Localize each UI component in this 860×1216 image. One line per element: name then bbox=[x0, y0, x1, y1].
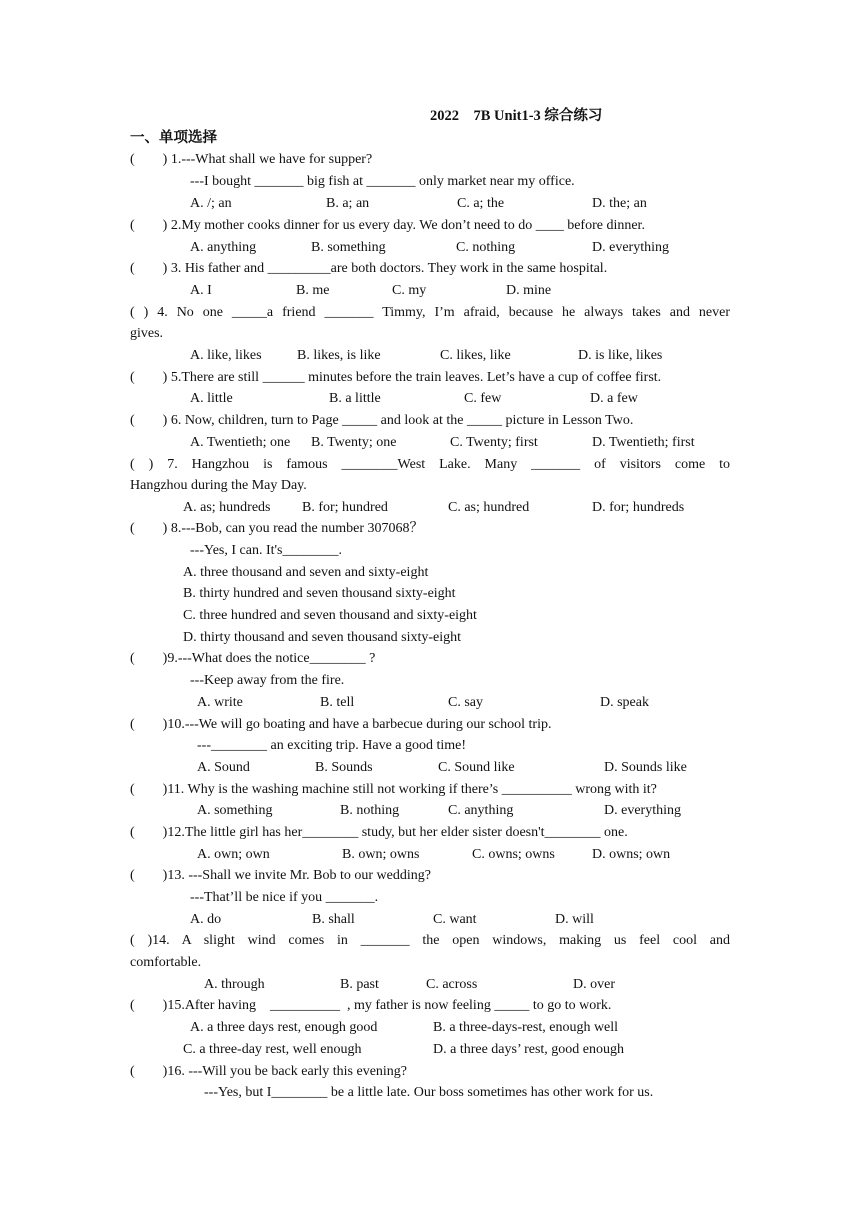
line-q7d: D. for; hundreds bbox=[592, 500, 685, 515]
line-q11: ( )11. Why is the washing machine still not working if there’s __________ wrong with it? bbox=[130, 782, 657, 797]
line-q7bo: B. for; hundred bbox=[302, 500, 388, 515]
line-q14: ( )14. A slight wind comes in _______ the open windows, making us feel cool and bbox=[130, 933, 730, 948]
line-q3b: B. me bbox=[296, 283, 330, 298]
line-q12c: C. owns; owns bbox=[472, 847, 555, 862]
line-q2a: A. anything bbox=[190, 240, 257, 255]
line-q15c: C. a three-day rest, well enough bbox=[183, 1042, 362, 1057]
line-q14d: D. over bbox=[573, 977, 615, 992]
line-q6b: B. Twenty; one bbox=[311, 435, 397, 450]
line-q1: ( ) 1.---What shall we have for supper? bbox=[130, 152, 373, 167]
line-q8b: ---Yes, I can. It's________. bbox=[190, 543, 342, 558]
line-q9b: ---Keep away from the fire. bbox=[190, 673, 345, 688]
line-q4b: gives. bbox=[130, 326, 164, 341]
line-q13b: ---That’ll be nice if you _______. bbox=[190, 890, 379, 905]
line-q7c: C. as; hundred bbox=[448, 500, 530, 515]
line-q6: ( ) 6. Now, children, turn to Page _____ and look at the _____ picture in Lesson Two. bbox=[130, 413, 634, 428]
line-q5b: B. a little bbox=[329, 391, 381, 406]
line-q6c: C. Twenty; first bbox=[450, 435, 538, 450]
line-q2b: B. something bbox=[311, 240, 386, 255]
line-q1bo: B. a; an bbox=[326, 196, 370, 211]
line-q11b: B. nothing bbox=[340, 803, 400, 818]
line-q8a: A. three thousand and seven and sixty-eight bbox=[183, 565, 429, 580]
line-q13c: C. want bbox=[433, 912, 477, 927]
line-q6d: D. Twentieth; first bbox=[592, 435, 695, 450]
line-q13: ( )13. ---Shall we invite Mr. Bob to our wedding? bbox=[130, 868, 431, 883]
line-q14b: comfortable. bbox=[130, 955, 202, 970]
line-q15d: D. a three days’ rest, good enough bbox=[433, 1042, 625, 1057]
line-q4c: C. likes, like bbox=[440, 348, 511, 363]
line-q11d: D. everything bbox=[604, 803, 681, 818]
line-q10c: C. Sound like bbox=[438, 760, 515, 775]
line-q12b: B. own; owns bbox=[342, 847, 420, 862]
line-q16b: ---Yes, but I________ be a little late. Our boss sometimes has other work for us. bbox=[204, 1085, 654, 1100]
line-q4d: D. is like, likes bbox=[578, 348, 663, 363]
line-q5d: D. a few bbox=[590, 391, 638, 406]
line-q12: ( )12.The little girl has her________ study, but her elder sister doesn't________ one. bbox=[130, 825, 628, 840]
line-q16: ( )16. ---Will you be back early this evening? bbox=[130, 1064, 408, 1079]
line-q1d: D. the; an bbox=[592, 196, 647, 211]
line-q7a: A. as; hundreds bbox=[183, 500, 271, 515]
line-q14c: C. across bbox=[426, 977, 478, 992]
line-q10: ( )10.---We will go boating and have a barbecue during our school trip. bbox=[130, 717, 552, 732]
line-q10bo: B. Sounds bbox=[315, 760, 373, 775]
line-q9c: C. say bbox=[448, 695, 483, 710]
line-q6a: A. Twentieth; one bbox=[190, 435, 291, 450]
line-q9bo: B. tell bbox=[320, 695, 355, 710]
line-q8d: D. thirty thousand and seven thousand sixty-eight bbox=[183, 630, 462, 645]
line-q3d: D. mine bbox=[506, 283, 552, 298]
line-q7: ( ) 7. Hangzhou is famous ________West Lake. Many _______ of visitors come to bbox=[130, 457, 730, 472]
line-q2d: D. everything bbox=[592, 240, 669, 255]
line-q11c: C. anything bbox=[448, 803, 514, 818]
line-q7b: Hangzhou during the May Day. bbox=[130, 478, 307, 493]
line-q12d: D. owns; own bbox=[592, 847, 671, 862]
line-q10b: ---________ an exciting trip. Have a good time! bbox=[197, 738, 467, 753]
line-q5a: A. little bbox=[190, 391, 233, 406]
line-q8bo: B. thirty hundred and seven thousand sixty-eight bbox=[183, 586, 456, 601]
line-q13bo: B. shall bbox=[312, 912, 355, 927]
line-q3a: A. I bbox=[190, 283, 212, 298]
line-q14bo: B. past bbox=[340, 977, 379, 992]
line-q4bo: B. likes, is like bbox=[297, 348, 381, 363]
line-q8c: C. three hundred and seven thousand and sixty-eight bbox=[183, 608, 477, 623]
line-q2c: C. nothing bbox=[456, 240, 516, 255]
line-q1b: ---I bought _______ big fish at _______ only market near my office. bbox=[190, 174, 575, 189]
line-q14a: A. through bbox=[204, 977, 265, 992]
line-q1c: C. a; the bbox=[457, 196, 505, 211]
line-q8: ( ) 8.---Bob, can you read the number 307068？ bbox=[130, 521, 424, 536]
line-q3c: C. my bbox=[392, 283, 427, 298]
line-q9a: A. write bbox=[197, 695, 243, 710]
line-q12a: A. own; own bbox=[197, 847, 270, 862]
line-q15: ( )15.After having __________ , my father is now feeling _____ to go to work. bbox=[130, 998, 612, 1013]
line-q5: ( ) 5.There are still ______ minutes before the train leaves. Let’s have a cup of coffee first. bbox=[130, 370, 662, 385]
line-q5c: C. few bbox=[464, 391, 502, 406]
line-q15a: A. a three days rest, enough good bbox=[190, 1020, 378, 1035]
line-q4a: A. like, likes bbox=[190, 348, 262, 363]
line-q10a: A. Sound bbox=[197, 760, 250, 775]
line-q4: ( ) 4. No one _____a friend _______ Timmy, I’m afraid, because he always takes and never bbox=[130, 305, 730, 320]
line-q11a: A. something bbox=[197, 803, 273, 818]
section-heading: 一、单项选择 bbox=[130, 130, 217, 146]
line-q13a: A. do bbox=[190, 912, 222, 927]
line-q2: ( ) 2.My mother cooks dinner for us every day. We don’t need to do ____ before dinner. bbox=[130, 218, 645, 233]
line-q9d: D. speak bbox=[600, 695, 649, 710]
line-q10d: D. Sounds like bbox=[604, 760, 687, 775]
line-q15b: B. a three-days-rest, enough well bbox=[433, 1020, 619, 1035]
line-q13d: D. will bbox=[555, 912, 594, 927]
line-q9: ( )9.---What does the notice________ ? bbox=[130, 651, 376, 666]
page-title: 2022 7B Unit1-3 综合练习 bbox=[430, 108, 603, 124]
line-q3: ( ) 3. His father and _________are both doctors. They work in the same hospital. bbox=[130, 261, 608, 276]
line-q1a: A. /; an bbox=[190, 196, 232, 211]
